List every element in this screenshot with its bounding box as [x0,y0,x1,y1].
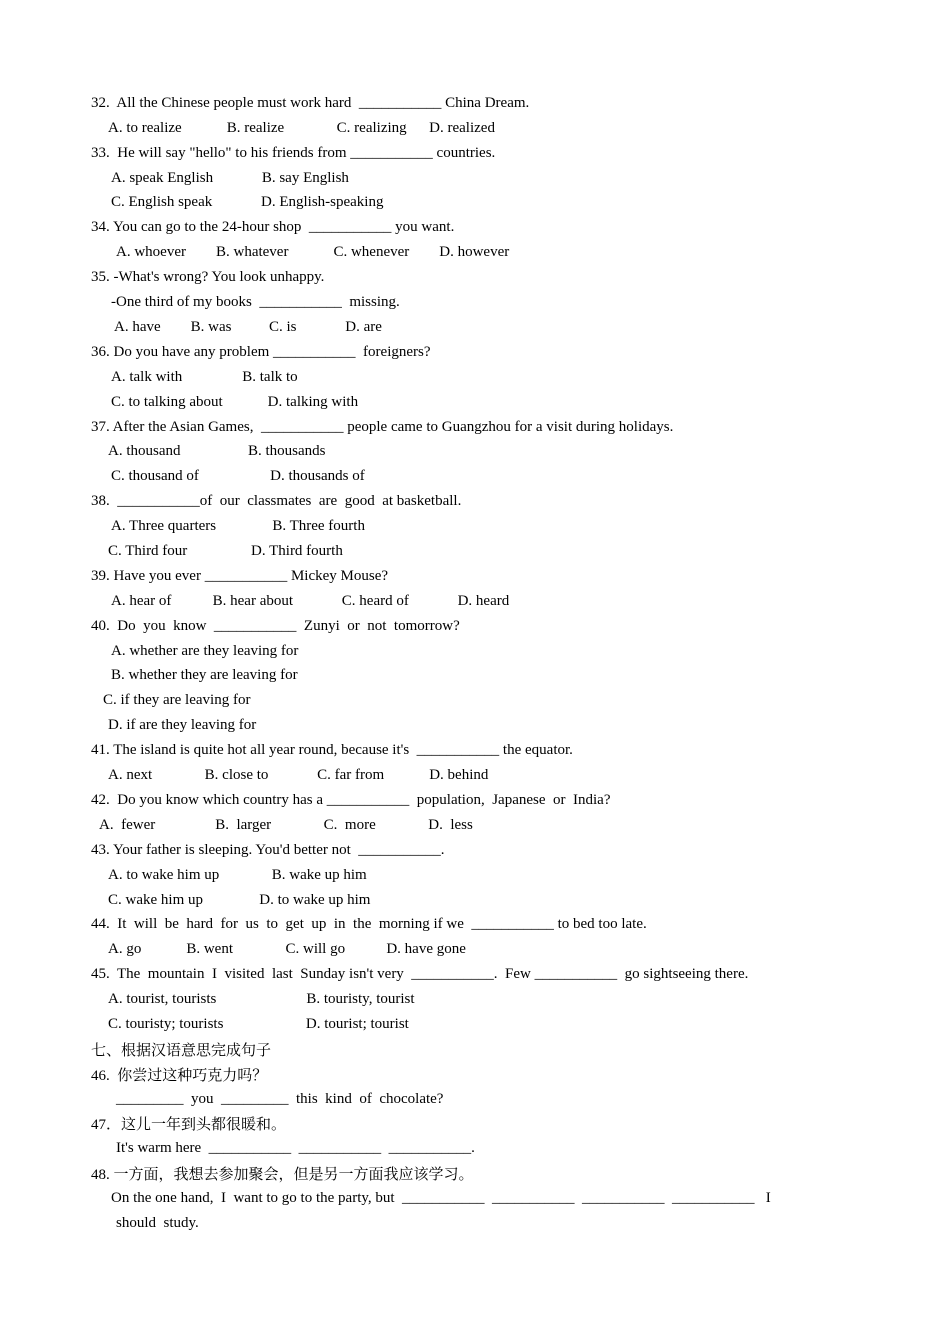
question-48: 48. 一方面，我想去参加聚会，但是另一方面我应该学习。 [91,1167,474,1183]
options-37-ab: A. thousand B. thousands [108,443,326,459]
question-33: 33. He will say "hello" to his friends from ___________ countries. [91,145,496,161]
options-38-cd: C. Third four D. Third fourth [108,543,343,559]
question-47: 47．这儿一年到头都很暖和。 [91,1117,287,1133]
options-32: A. to realize B. realize C. realizing D. realized [108,120,495,136]
question-35-reply: -One third of my books ___________ missing. [111,294,400,310]
options-41: A. next B. close to C. far from D. behind [108,767,489,783]
options-39: A. hear of B. hear about C. heard of D. heard [111,593,510,609]
option-40-a: A. whether are they leaving for [111,643,299,659]
question-42: 42. Do you know which country has a ___________ population, Japanese or India? [91,792,611,808]
question-41: 41. The island is quite hot all year round, because it's ___________ the equator. [91,742,573,758]
answer-48-line2: should study. [116,1215,199,1231]
options-34: A. whoever B. whatever C. whenever D. however [116,244,510,260]
answer-47: It's warm here ___________ ___________ ___________. [116,1140,475,1156]
options-37-cd: C. thousand of D. thousands of [111,468,365,484]
options-33-ab: A. speak English B. say English [111,170,349,186]
question-46: 46. 你尝过这种巧克力吗？ [91,1068,268,1084]
question-32: 32. All the Chinese people must work hard ___________ China Dream. [91,95,530,111]
options-45-cd: C. touristy; tourists D. tourist; tourist [108,1016,409,1032]
question-37: 37. After the Asian Games, ___________ people came to Guangzhou for a visit during holidays. [91,419,674,435]
option-40-d: D. if are they leaving for [108,717,257,733]
option-40-b: B. whether they are leaving for [111,667,298,683]
question-45: 45. The mountain I visited last Sunday isn't very ___________. Few ___________ go sightseeing there. [91,966,749,982]
options-33-cd: C. English speak D. English-speaking [111,194,384,210]
options-42: A. fewer B. larger C. more D. less [99,817,473,833]
options-35: A. have B. was C. is D. are [114,319,382,335]
options-44: A. go B. went C. will go D. have gone [108,941,466,957]
question-36: 36. Do you have any problem ___________ foreigners? [91,344,431,360]
options-45-ab: A. tourist, tourists B. touristy, tourist [108,991,415,1007]
option-40-c: C. if they are leaving for [103,692,251,708]
question-35: 35. -What's wrong? You look unhappy. [91,269,325,285]
question-44: 44. It will be hard for us to get up in the morning if we ___________ to bed too late. [91,916,647,932]
options-38-ab: A. Three quarters B. Three fourth [111,518,365,534]
options-36-ab: A. talk with B. talk to [111,369,298,385]
question-40: 40. Do you know ___________ Zunyi or not tomorrow? [91,618,460,634]
question-38: 38. ___________of our classmates are good at basketball. [91,493,462,509]
question-43: 43. Your father is sleeping. You'd better not ___________. [91,842,445,858]
options-43-cd: C. wake him up D. to wake up him [108,892,371,908]
options-43-ab: A. to wake him up B. wake up him [108,867,367,883]
answer-48-line1: On the one hand, I want to go to the party, but ___________ ___________ ___________ ___________ I [111,1190,771,1206]
question-34: 34. You can go to the 24-hour shop ___________ you want. [91,219,455,235]
options-36-cd: C. to talking about D. talking with [111,394,359,410]
section-heading: 七、根据汉语意思完成句子 [91,1043,272,1059]
answer-46: _________ you _________ this kind of chocolate? [116,1091,444,1107]
question-39: 39. Have you ever ___________ Mickey Mouse? [91,568,389,584]
